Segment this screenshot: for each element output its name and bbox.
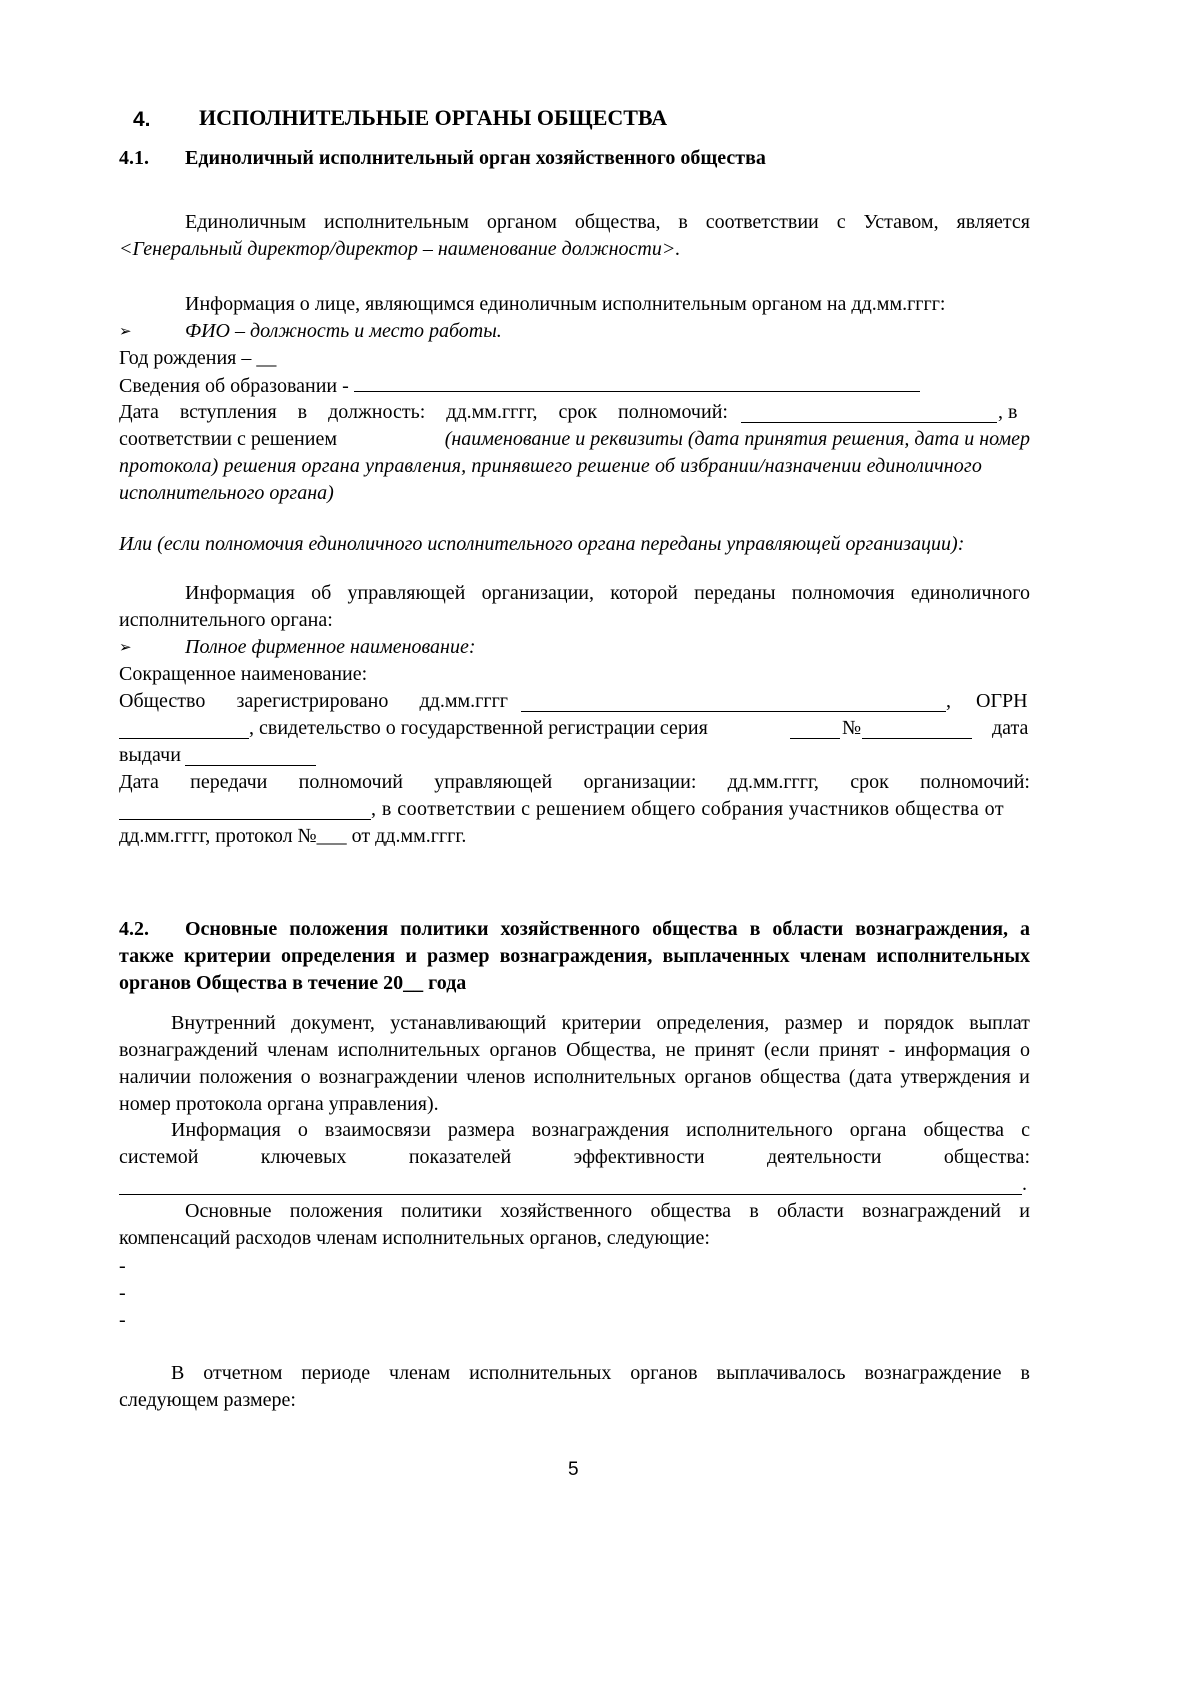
word: Информация [171, 1119, 281, 1141]
word: вознаграждений [119, 1039, 258, 1061]
word: общества [923, 1119, 1005, 1141]
word: Основные [185, 918, 278, 940]
word: критерии [561, 1012, 642, 1034]
word: организации, [481, 582, 594, 604]
word: членов [466, 1066, 526, 1088]
word: в [678, 211, 688, 233]
word: периоде [301, 1362, 371, 1384]
word: выплачивалось [716, 1362, 846, 1384]
word: дд.мм.гггг [419, 690, 508, 712]
word: принят [818, 1039, 880, 1061]
word: вознаграждения, [855, 918, 1009, 940]
word: Основные [185, 1200, 272, 1222]
doc-line-4: номер протокола органа управления). [119, 1093, 439, 1115]
decision-details: (наименование и реквизиты (дата принятия решения, дата и номер [444, 428, 1030, 450]
transfer-term-blank [119, 799, 371, 820]
cert-number-blank [862, 718, 972, 739]
word: органов [630, 1362, 698, 1384]
word: эффективности [573, 1146, 705, 1168]
word: и [858, 1012, 869, 1034]
word: вознаграждений [862, 1200, 1001, 1222]
word: положения [199, 1066, 293, 1088]
decision-line-1 [119, 425, 1030, 453]
term-blank [741, 402, 997, 423]
link-line-1 [171, 1116, 1030, 1144]
word: В [171, 1362, 185, 1384]
word: общества: [943, 1146, 1030, 1168]
word: вознаграждения [531, 1119, 670, 1141]
word: полномочия [791, 582, 895, 604]
info-intro: Информация о лице, являющимся единоличным исполнительным органом на дд.мм.гггг: [185, 293, 946, 315]
word: Дата [119, 771, 159, 793]
word: размера [447, 1119, 515, 1141]
word: системой [119, 1146, 199, 1168]
registration-comma: , [946, 690, 951, 712]
word: зарегистрировано [236, 690, 389, 712]
word: в [749, 1200, 759, 1222]
word: соответствии [705, 211, 819, 233]
word: и [1019, 1200, 1030, 1222]
word: также [119, 945, 174, 967]
word: показателей [408, 1146, 512, 1168]
word: передачи [190, 771, 268, 793]
decision-line-2: протокола) решения органа управления, принявшего решение об избрании/назначении единоличного [119, 455, 982, 477]
period-line-1 [171, 1359, 1030, 1387]
word: определения [280, 945, 396, 967]
word: и [1019, 1066, 1030, 1088]
education-blank [354, 371, 920, 392]
word: Информация [185, 582, 295, 604]
word: взаимосвязи [324, 1119, 431, 1141]
list-item: - [119, 1255, 126, 1277]
issue-blank [185, 745, 316, 766]
word: Единоличным [185, 211, 307, 233]
link-blank [119, 1174, 1022, 1195]
subsection-4-1-number: 4.1. [119, 147, 149, 169]
word: дд.мм.гггг, [446, 401, 538, 423]
fio-line: ФИО – должность и место работы. [185, 320, 502, 342]
policy-line-2: компенсаций расходов членам исполнительных органов, следующие: [119, 1227, 710, 1249]
cert-date-label: дата [992, 717, 1029, 739]
or-line: Или (если полномочия единоличного исполнительного органа переданы управляющей организации): [119, 533, 965, 555]
word: о [300, 1066, 311, 1088]
birth-year-line: Год рождения – __ [119, 347, 277, 369]
word: информация [904, 1039, 1011, 1061]
word: членам [799, 945, 867, 967]
word: а [1020, 918, 1030, 940]
issue-label: выдачи [119, 744, 181, 766]
word: вознаграждения, [499, 945, 653, 967]
registration-words [119, 687, 508, 715]
word: Общества, [566, 1039, 657, 1061]
policy-line-1 [185, 1197, 1030, 1225]
sole-organ-paragraph-line-2: <Генеральный директор/директор – наименование должности>. [119, 238, 681, 260]
word: исполнительного [686, 1119, 833, 1141]
doc-line-1 [171, 1009, 1030, 1037]
word: дд.мм.гггг, [727, 771, 819, 793]
page-number: 5 [568, 1459, 579, 1480]
word: области [772, 918, 844, 940]
registration-blank [521, 691, 946, 712]
word: в [297, 401, 308, 423]
word: ключевых [260, 1146, 347, 1168]
word: единоличного [910, 582, 1030, 604]
word: общества, [574, 211, 661, 233]
mgmt-org-line-2: исполнительного органа: [119, 609, 333, 631]
period-line-2: следующем размере: [119, 1389, 296, 1411]
word: политики [400, 1200, 482, 1222]
word: области [777, 1200, 844, 1222]
word: органом [486, 211, 557, 233]
word: о [1019, 1039, 1030, 1061]
word: органа [849, 1119, 907, 1141]
word: размер [784, 1012, 843, 1034]
subsection-4-2-title-line-3: органов Общества в течение 20__ года [119, 972, 467, 994]
word: документ, [291, 1012, 375, 1034]
bullet-arrow-icon: ➢ [119, 324, 132, 340]
word: политики [400, 918, 489, 940]
word: Внутренний [171, 1012, 276, 1034]
word: исполнительным [324, 211, 469, 233]
word: управляющей [434, 771, 553, 793]
word: которой [610, 582, 678, 604]
doc-line-3 [119, 1063, 1030, 1091]
word: хозяйственного [500, 918, 641, 940]
word: с [1021, 1119, 1030, 1141]
word: положения [289, 918, 389, 940]
subsection-4-2-number: 4.2. [119, 918, 149, 940]
decision-text: соответствии с решением [119, 428, 337, 450]
word: членам [389, 1362, 451, 1384]
word: исполнительных [533, 1066, 676, 1088]
word: выплат [969, 1012, 1030, 1034]
word: не [665, 1039, 686, 1061]
word: вознаграждении [319, 1066, 458, 1088]
link-line-3-end: . [1022, 1173, 1027, 1195]
word: и [405, 945, 417, 967]
word: отчетном [203, 1362, 283, 1384]
subsection-4-1-title: Единоличный исполнительный орган хозяйственного общества [185, 147, 766, 169]
ogrn-blank [119, 718, 249, 739]
word: срок [558, 401, 598, 423]
word: порядок [884, 1012, 954, 1034]
word: является [956, 211, 1030, 233]
education-line [119, 371, 920, 400]
word: исполнительных [469, 1362, 612, 1384]
word: органов [684, 1066, 752, 1088]
word: наличии [119, 1066, 191, 1088]
sole-organ-paragraph-line-1 [185, 208, 1030, 236]
word: исполнительных [876, 945, 1030, 967]
subsection-4-2-title-line-2 [119, 942, 1030, 970]
word: определения, [656, 1012, 770, 1034]
word: деятельности [766, 1146, 882, 1168]
word: критерии [183, 945, 271, 967]
word: с [836, 211, 846, 233]
entry-date-line-words [119, 398, 728, 426]
word: о [297, 1119, 308, 1141]
certificate-text: , свидетельство о государственной регистрации серия [249, 717, 708, 739]
education-label: Сведения об образовании - [119, 375, 349, 397]
word: Уставом, [863, 211, 939, 233]
section-number: 4. [133, 108, 151, 131]
cert-number-label: № [842, 717, 862, 739]
list-item: - [119, 1282, 126, 1304]
series-blank [790, 718, 840, 739]
word: управляющей [347, 582, 466, 604]
word: полномочий: [618, 401, 728, 423]
word: (если [763, 1039, 810, 1061]
list-item: - [119, 1309, 126, 1331]
word: положения [289, 1200, 383, 1222]
word: полномочий [298, 771, 404, 793]
doc-line-2 [119, 1036, 1030, 1064]
word: общества [652, 918, 738, 940]
entry-date-line-end: , в [998, 401, 1018, 423]
word: органов [489, 1039, 557, 1061]
word: полномочий: [920, 771, 1030, 793]
word: в [749, 918, 761, 940]
link-line-2 [119, 1143, 1030, 1171]
word: (дата [848, 1066, 892, 1088]
word: принят [694, 1039, 755, 1061]
word: выплаченных [662, 945, 790, 967]
word: Дата [119, 401, 159, 423]
word: должность: [328, 401, 426, 423]
subsection-4-2-title-line-1 [185, 915, 1030, 943]
word: срок [850, 771, 889, 793]
word: - [888, 1039, 896, 1061]
ogrn-label: ОГРН [976, 690, 1028, 712]
word: вознаграждение [864, 1362, 1002, 1384]
transfer-line-3: дд.мм.гггг, протокол №___ от дд.мм.гггг. [119, 825, 467, 847]
word: устанавливающий [390, 1012, 547, 1034]
transfer-line-2: , в соответствии с решением общего собрания участников общества от [371, 798, 1005, 820]
word: членам [267, 1039, 329, 1061]
word: исполнительных [337, 1039, 481, 1061]
word: общества [759, 1066, 841, 1088]
word: в [1020, 1362, 1030, 1384]
word: Общество [119, 690, 206, 712]
decision-line-3: исполнительного органа) [119, 482, 334, 504]
word: переданы [694, 582, 776, 604]
bullet-arrow-icon: ➢ [119, 640, 132, 656]
word: об [311, 582, 332, 604]
mgmt-org-line-1 [185, 579, 1030, 607]
full-name-line: Полное фирменное наименование: [185, 636, 476, 658]
word: вступления [179, 401, 277, 423]
word: утверждения [900, 1066, 1011, 1088]
section-title: ИСПОЛНИТЕЛЬНЫЕ ОРГАНЫ ОБЩЕСТВА [199, 105, 668, 130]
word: организации: [583, 771, 697, 793]
word: размер [426, 945, 490, 967]
short-name-line: Сокращенное наименование: [119, 663, 368, 685]
word: хозяйственного [500, 1200, 633, 1222]
word: общества [650, 1200, 732, 1222]
transfer-line-1 [119, 768, 1030, 796]
